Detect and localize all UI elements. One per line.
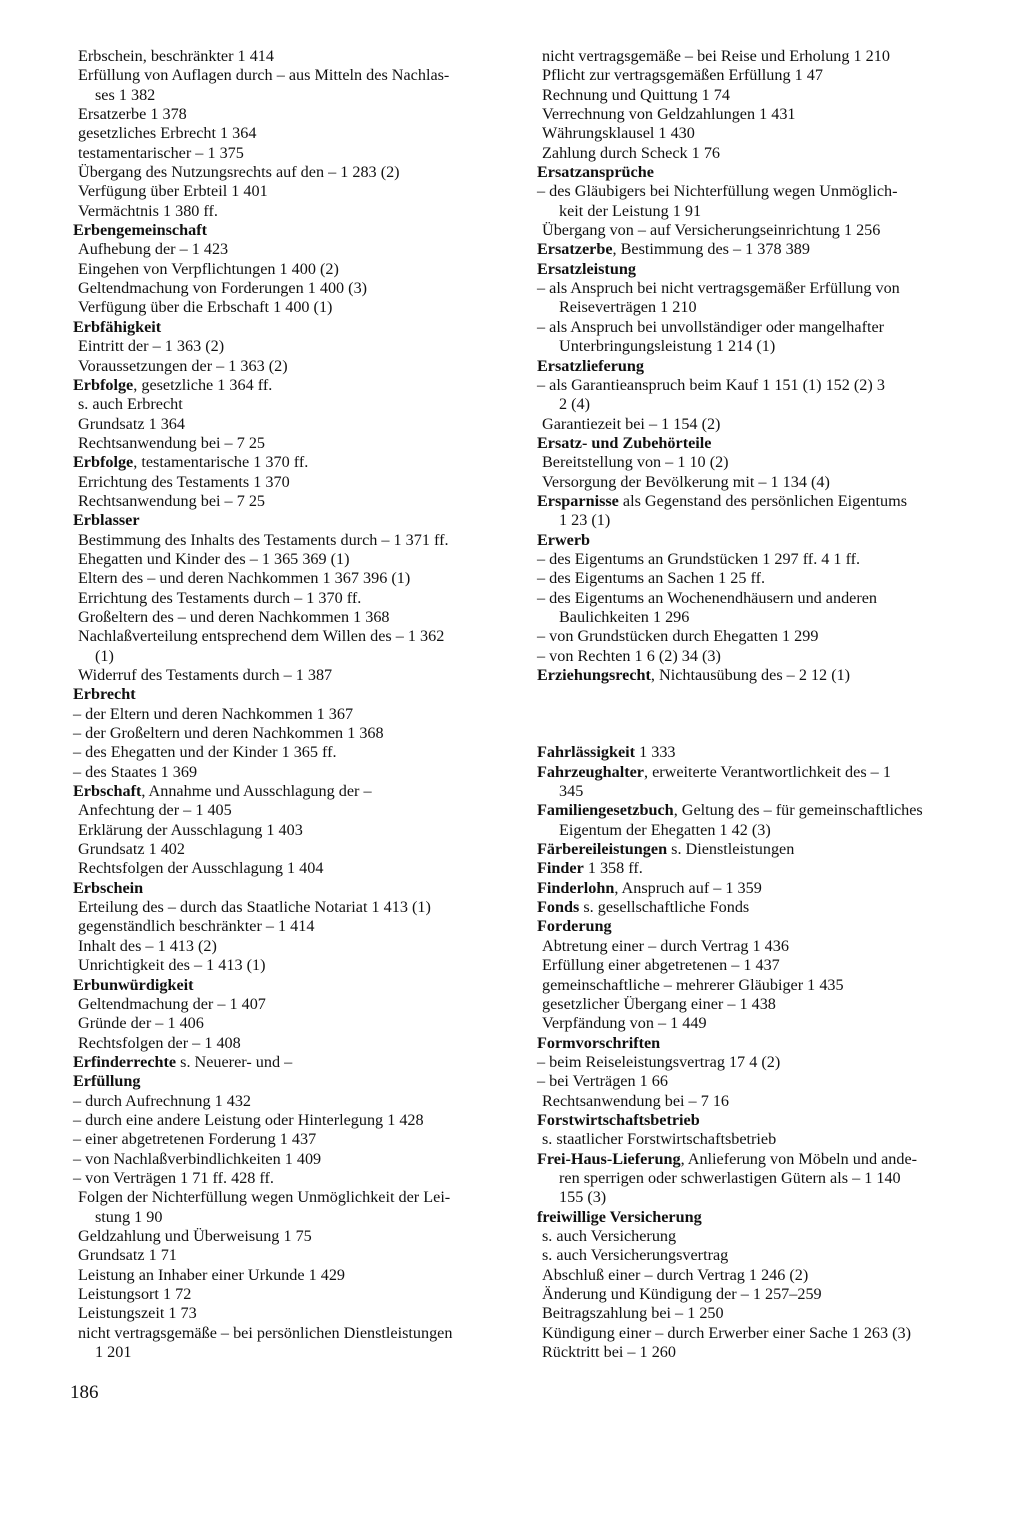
continuation-line: Baulichkeiten 1 296	[559, 607, 690, 626]
index-subentry: Leistung an Inhaber einer Urkunde 1 429	[78, 1265, 346, 1284]
index-subentry: Widerruf des Testaments durch – 1 387	[78, 666, 333, 684]
index-subentry: nicht vertragsgemäße – bei persönlichen Dienstleistungen	[78, 1323, 453, 1342]
index-subentry: gesetzliches Erbrecht 1 364	[78, 124, 257, 143]
index-subentry: gesetzlicher Übergang einer – 1 438	[542, 994, 776, 1013]
index-heading: Formvorschriften	[537, 1033, 661, 1052]
index-heading-entry: Erbfolge, gesetzliche 1 364 ff.	[73, 375, 273, 394]
index-subentry: s. auch Versicherungsvertrag	[542, 1246, 729, 1265]
index-subentry: Änderung und Kündigung der – 1 257–259	[542, 1285, 822, 1303]
index-subentry: Rechtsanwendung bei – 7 16	[542, 1091, 730, 1110]
heading-term: Fahrzeughalter	[537, 762, 644, 781]
index-subentry: Zahlung durch Scheck 1 76	[542, 143, 721, 162]
index-subentry: Gründe der – 1 406	[78, 1014, 204, 1033]
continuation-line: stung 1 90	[95, 1207, 163, 1226]
continuation-line: keit der Leistung 1 91	[559, 201, 702, 220]
index-heading: Erbrecht	[73, 685, 136, 704]
index-subentry: Verfügung über die Erbschaft 1 400 (1)	[78, 298, 333, 317]
dash-subentry: – von Nachlaßverbindlichkeiten 1 409	[73, 1149, 322, 1168]
index-subentry: Rechnung und Quittung 1 74	[542, 85, 730, 104]
index-subentry: Aufhebung der – 1 423	[78, 240, 229, 259]
dash-subentry: – durch eine andere Leistung oder Hinterlegung 1 428	[73, 1110, 424, 1129]
index-subentry: Ehegatten und Kinder des – 1 365 369 (1)	[78, 549, 350, 568]
continuation-line: Unterbringungsleistung 1 214 (1)	[559, 337, 776, 356]
index-heading: Ersatzansprüche	[537, 163, 654, 182]
index-heading-entry: Finderlohn, Anspruch auf – 1 359	[537, 878, 762, 897]
index-subentry: Versorgung der Bevölkerung mit – 1 134 (4)	[542, 472, 830, 491]
heading-term: Färbereileistungen	[537, 840, 668, 859]
index-heading: Ersatzleistung	[537, 259, 636, 278]
index-subentry: Anfechtung der – 1 405	[78, 801, 232, 820]
index-subentry: Übergang von – auf Versicherungseinrichtung 1 256	[542, 221, 881, 240]
heading-term: Frei-Haus-Lieferung	[537, 1149, 681, 1168]
page-number: 186	[70, 1382, 99, 1403]
index-heading: Erbunwürdigkeit	[73, 975, 194, 994]
index-subentry: Geltendmachung von Forderungen 1 400 (3)	[78, 279, 368, 298]
index-heading: Erwerb	[537, 530, 591, 549]
index-heading: Ersatzlieferung	[537, 356, 644, 375]
index-subentry: Rechtsfolgen der Ausschlagung 1 404	[78, 859, 324, 878]
dash-subentry: – als Anspruch bei unvollständiger oder mangelhafter	[537, 317, 885, 336]
index-subentry: Erteilung des – durch das Staatliche Notariat 1 413 (1)	[78, 898, 431, 917]
heading-term: Finder	[537, 859, 584, 878]
index-subentry: Abschluß einer – durch Vertrag 1 246 (2)	[542, 1265, 809, 1284]
index-subentry: Geldzahlung und Überweisung 1 75	[78, 1226, 312, 1245]
heading-term: Erfinderrechte	[73, 1052, 177, 1071]
index-subentry: Verpfändung von – 1 449	[542, 1014, 707, 1033]
index-subentry: s. staatlicher Forstwirtschaftsbetrieb	[542, 1130, 777, 1149]
heading-term: Ersparnisse	[537, 491, 619, 510]
dash-subentry: – einer abgetretenen Forderung 1 437	[73, 1130, 317, 1149]
left-column	[73, 47, 513, 1362]
index-subentry: Pflicht zur vertragsgemäßen Erfüllung 1 47	[542, 66, 823, 85]
continuation-line: 1 201	[95, 1343, 132, 1362]
index-subentry: Erfüllung einer abgetretenen – 1 437	[542, 956, 780, 975]
index-subentry: Bestimmung des Inhalts des Testaments durch – 1 371 ff.	[78, 530, 449, 549]
index-subentry: Eltern des – und deren Nachkommen 1 367 396 (1)	[78, 569, 411, 588]
dash-subentry: – durch Aufrechnung 1 432	[73, 1091, 252, 1110]
heading-term: Erbfolge	[73, 375, 134, 394]
index-subentry: Übergang des Nutzungsrechts auf den – 1 283 (2)	[78, 163, 400, 182]
index-heading: freiwillige Versicherung	[537, 1207, 702, 1226]
index-subentry: Leistungszeit 1 73	[78, 1304, 197, 1323]
continuation-line: Eigentum der Ehegatten 1 42 (3)	[559, 820, 771, 839]
index-subentry: gegenständlich beschränkter – 1 414	[78, 917, 315, 936]
index-subentry: Großeltern des – und deren Nachkommen 1 368	[78, 607, 390, 626]
continuation-line: ren sperrigen oder schwerlastigen Gütern als – 1 140	[559, 1168, 901, 1187]
index-subentry: Nachlaßverteilung entsprechend dem Willen des – 1 362	[78, 627, 445, 646]
blank-line	[537, 685, 977, 704]
dash-subentry: – der Großeltern und deren Nachkommen 1 368	[73, 724, 384, 743]
index-subentry: nicht vertragsgemäße – bei Reise und Erholung 1 210	[542, 47, 890, 65]
index-heading-entry: Fahrlässigkeit 1 333	[537, 743, 676, 762]
index-subentry: Verfügung über Erbteil 1 401	[78, 182, 268, 201]
index-subentry: Erfüllung von Auflagen durch – aus Mitteln des Nachlas-	[78, 66, 450, 85]
index-heading: Erbengemeinschaft	[73, 221, 207, 240]
index-subentry: Vermächtnis 1 380 ff.	[78, 201, 218, 220]
dash-subentry: – von Rechten 1 6 (2) 34 (3)	[537, 646, 721, 665]
index-subentry: Rechtsanwendung bei – 7 25	[78, 433, 266, 452]
index-subentry: Inhalt des – 1 413 (2)	[78, 936, 217, 955]
heading-term: Erziehungsrecht	[537, 666, 651, 684]
heading-term: Fahrlässigkeit	[537, 743, 636, 762]
dash-subentry: – des Eigentums an Grundstücken 1 297 ff. 4 1 ff.	[537, 549, 861, 568]
continuation-line: 345	[559, 782, 584, 801]
index-subentry: testamentarischer – 1 375	[78, 143, 244, 162]
index-heading-entry: Ersatzerbe, Bestimmung des – 1 378 389	[537, 240, 810, 259]
index-subentry: Voraussetzungen der – 1 363 (2)	[78, 356, 288, 375]
index-subentry: Beitragszahlung bei – 1 250	[542, 1304, 724, 1323]
index-heading-entry: Erziehungsrecht, Nichtausübung des – 2 12 (1)	[537, 666, 851, 684]
index-subentry: Eingehen von Verpflichtungen 1 400 (2)	[78, 259, 339, 278]
index-heading-entry: Ersparnisse als Gegenstand des persönlichen Eigentums	[537, 491, 908, 510]
index-subentry: Erbschein, beschränkter 1 414	[78, 47, 274, 65]
dash-subentry: – des Eigentums an Wochenendhäusern und anderen	[537, 588, 878, 607]
index-subentry: Rechtsfolgen der – 1 408	[78, 1033, 241, 1052]
index-heading-entry: Finder 1 358 ff.	[537, 859, 643, 878]
dash-subentry: – des Gläubigers bei Nichterfüllung wegen Unmöglich-	[537, 182, 898, 201]
continuation-line: (1)	[95, 646, 114, 665]
index-heading-entry: Frei-Haus-Lieferung, Anlieferung von Möbeln und ande-	[537, 1149, 918, 1168]
index-subentry: Leistungsort 1 72	[78, 1285, 192, 1303]
index-heading: Ersatz- und Zubehörteile	[537, 433, 712, 452]
heading-term: Fonds	[537, 898, 580, 917]
heading-term: Familiengesetzbuch	[537, 801, 674, 820]
index-subentry: gemeinschaftliche – mehrerer Gläubiger 1 435	[542, 975, 844, 994]
index-subentry: Grundsatz 1 71	[78, 1246, 177, 1265]
index-heading-entry: Erbschaft, Annahme und Ausschlagung der –	[73, 782, 372, 801]
index-heading: Forderung	[537, 917, 612, 936]
index-heading-entry: Erfinderrechte s. Neuerer- und –	[73, 1052, 293, 1071]
index-subentry: Grundsatz 1 402	[78, 840, 185, 859]
heading-term: Erbfolge	[73, 453, 134, 472]
right-column	[537, 47, 977, 1362]
dash-subentry: – von Verträgen 1 71 ff. 428 ff.	[73, 1168, 274, 1187]
index-subentry: Errichtung des Testaments durch – 1 370 ff.	[78, 588, 362, 607]
dash-subentry: – als Anspruch bei nicht vertragsgemäßer Erfüllung von	[537, 279, 900, 298]
index-heading-entry: Fonds s. gesellschaftliche Fonds	[537, 898, 750, 917]
index-subentry: Abtretung einer – durch Vertrag 1 436	[542, 936, 789, 955]
index-subentry: s. auch Versicherung	[542, 1226, 677, 1245]
index-subentry: Errichtung des Testaments 1 370	[78, 472, 290, 491]
dash-subentry: – von Grundstücken durch Ehegatten 1 299	[537, 627, 819, 646]
continuation-line: 1 23 (1)	[559, 511, 611, 530]
index-heading: Erbfähigkeit	[73, 317, 162, 336]
heading-term: Finderlohn	[537, 878, 615, 897]
index-heading: Forstwirtschaftsbetrieb	[537, 1110, 700, 1129]
index-heading-entry: Erbfolge, testamentarische 1 370 ff.	[73, 453, 309, 472]
dash-subentry: – als Garantieanspruch beim Kauf 1 151 (1) 152 (2) 3	[537, 375, 885, 394]
heading-term: Ersatzerbe	[537, 240, 613, 259]
continuation-line: ses 1 382	[95, 85, 156, 104]
index-subentry: Währungsklausel 1 430	[542, 124, 695, 143]
index-subentry: Unrichtigkeit des – 1 413 (1)	[78, 956, 266, 975]
dash-subentry: – des Ehegatten und der Kinder 1 365 ff.	[73, 743, 337, 762]
blank-line	[537, 705, 977, 724]
index-subentry: Bereitstellung von – 1 10 (2)	[542, 453, 729, 472]
index-subentry: Verrechnung von Geldzahlungen 1 431	[542, 105, 796, 124]
blank-line	[537, 724, 977, 743]
index-subentry: s. auch Erbrecht	[78, 395, 183, 414]
dash-subentry: – beim Reiseleistungsvertrag 17 4 (2)	[537, 1052, 781, 1071]
index-subentry: Kündigung einer – durch Erwerber einer Sache 1 263 (3)	[542, 1323, 912, 1342]
heading-term: Erbschaft	[73, 782, 142, 801]
index-heading: Erfüllung	[73, 1072, 141, 1091]
index-heading-entry: Färbereileistungen s. Dienstleistungen	[537, 840, 795, 859]
index-subentry: Rücktritt bei – 1 260	[542, 1343, 676, 1362]
continuation-line: Reiseverträgen 1 210	[559, 298, 697, 317]
index-heading: Erblasser	[73, 511, 140, 530]
index-subentry: Eintritt der – 1 363 (2)	[78, 337, 225, 356]
dash-subentry: – bei Verträgen 1 66	[537, 1072, 668, 1091]
index-heading: Erbschein	[73, 878, 144, 897]
index-subentry: Folgen der Nichterfüllung wegen Unmöglichkeit der Lei-	[78, 1188, 451, 1207]
index-heading-entry: Fahrzeughalter, erweiterte Verantwortlichkeit des – 1	[537, 762, 891, 781]
dash-subentry: – der Eltern und deren Nachkommen 1 367	[73, 704, 354, 723]
continuation-line: 155 (3)	[559, 1188, 607, 1207]
index-subentry: Geltendmachung der – 1 407	[78, 994, 266, 1013]
index-heading-entry: Familiengesetzbuch, Geltung des – für gemeinschaftliches	[537, 801, 923, 820]
index-subentry: Grundsatz 1 364	[78, 414, 185, 433]
index-subentry: Rechtsanwendung bei – 7 25	[78, 491, 266, 510]
index-subentry: Erklärung der Ausschlagung 1 403	[78, 820, 303, 839]
continuation-line: 2 (4)	[559, 395, 591, 414]
index-subentry: Ersatzerbe 1 378	[78, 105, 187, 124]
dash-subentry: – des Staates 1 369	[73, 762, 198, 781]
dash-subentry: – des Eigentums an Sachen 1 25 ff.	[537, 569, 766, 588]
index-subentry: Garantiezeit bei – 1 154 (2)	[542, 414, 721, 433]
